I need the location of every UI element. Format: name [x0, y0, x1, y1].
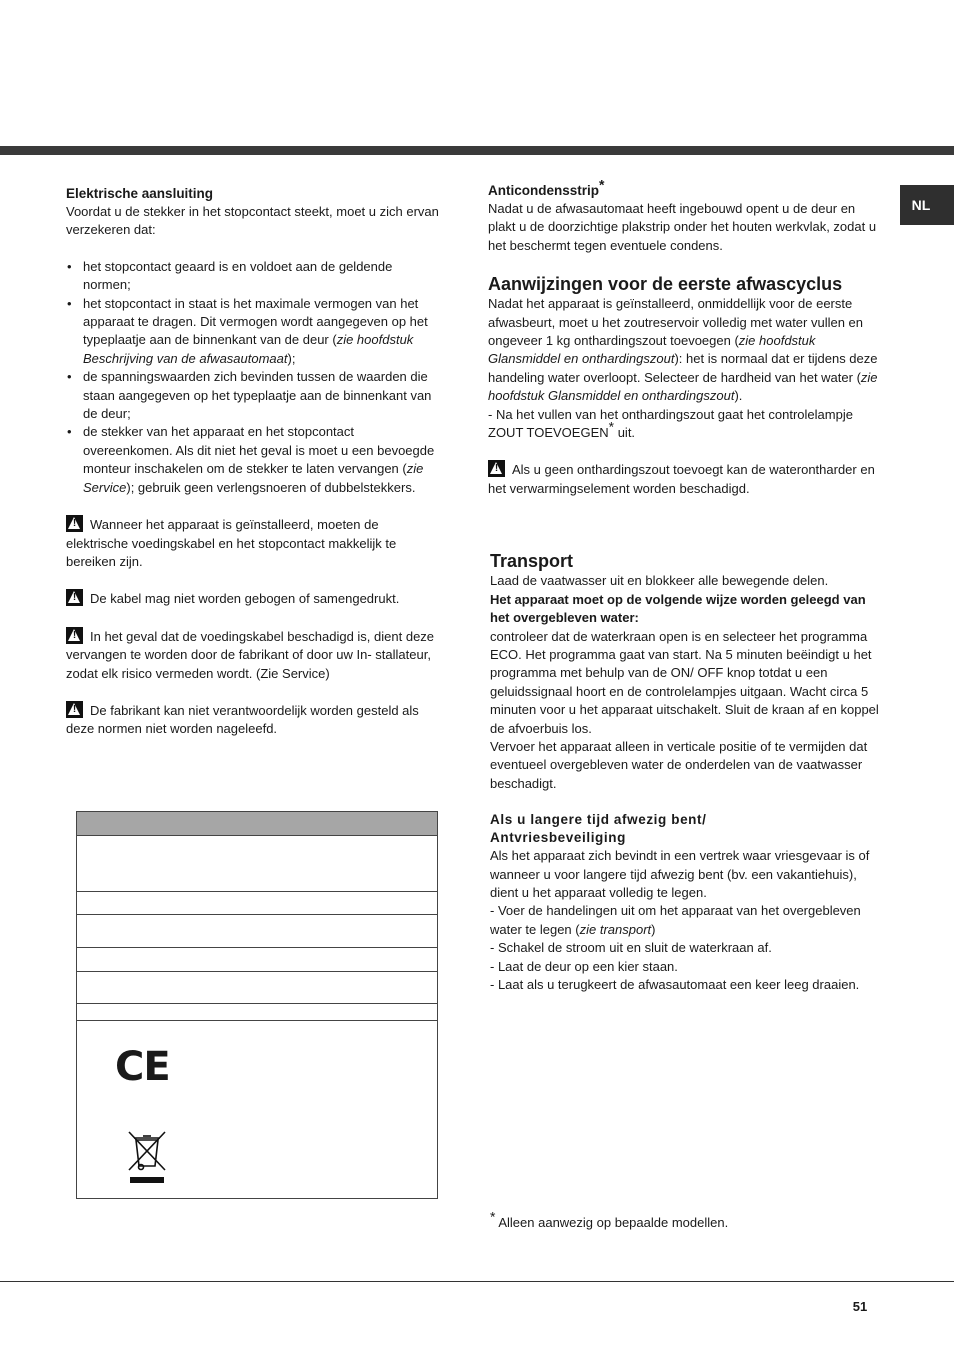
warning-paragraph: !Als u geen onthardingszout toevoegt kan de waterontharder en het verwarmingselement worden beschadigd.: [488, 460, 883, 498]
table-row: [77, 835, 437, 892]
transport-section: [488, 550, 883, 994]
section-title-electric: Elektrische aansluiting: [66, 186, 214, 201]
list-item: • de spanningswaarden zich bevinden tussen de waarden die staan aangegeven op het typeplaatje aan de binnenkant van de deur;: [66, 368, 440, 423]
right-column: [488, 176, 883, 994]
table-row: [77, 914, 437, 948]
table-row: [77, 971, 437, 1004]
list-item: • het stopcontact in staat is het maximale vermogen van het apparaat te dragen. Dit vermogen wordt aangegeven op het typeplaatje aan de binnenkant van de deur (zie hoofdstuk Beschrijving van de afwasautomaat);: [66, 295, 440, 369]
left-column: [66, 185, 440, 739]
ce-mark-logo: CE: [115, 1044, 170, 1090]
warning-paragraph: !In het geval dat de voedingskabel beschadigd is, dient deze vervangen te worden door de fabrikant of door uw In- stallateur, zodat elk risico vermeden wordt. (Zie Service): [66, 627, 440, 683]
footnote: * Alleen aanwezig op bepaalde modellen.: [490, 1208, 729, 1230]
absent-step: - Laat de deur op een kier staan.: [490, 958, 678, 974]
list-item: • het stopcontact geaard is en voldoet aan de geldende normen;: [66, 258, 440, 295]
electric-bullet-list: [66, 258, 440, 497]
list-item: • de stekker van het apparaat en het stopcontact overeenkomen. Als dit niet het geval is moet u een bevoegde monteur inschakelen om de stekker te laten vervangen (zie Service); gebruik geen verlengsnoeren of dubbelstekkers.: [66, 423, 440, 497]
warning-icon: [66, 589, 83, 606]
section-title-anticondens: Anticondensstrip*: [488, 176, 605, 198]
transport-note: Vervoer het apparaat alleen in verticale positie of te vermijden dat eventueel overgebleven water de onderdelen van de vaatwasser beschadigt.: [490, 738, 868, 791]
header-bar: [0, 146, 954, 155]
section-title-transport: Transport: [490, 551, 574, 572]
warning-paragraph: !De kabel mag niet worden gebogen of samengedrukt.: [66, 589, 440, 608]
language-tab-label: NL: [911, 197, 931, 213]
absent-step: - Voer de handelingen uit om het apparaat van het overgebleven water te legen (zie transport): [490, 903, 861, 937]
warning-icon: [66, 627, 83, 644]
warning-icon: [66, 515, 83, 532]
footer-rule: [0, 1281, 954, 1282]
absent-intro: Als het apparaat zich bevindt in een vertrek waar vriesgevaar is of wanneer u voor langere tijd afwezig bent (bv. een vakantiehuis), dient u het apparaat volledig te legen.: [490, 848, 870, 900]
section-title-first-cycle: Aanwijzingen voor de eerste afwascyclus: [488, 274, 843, 295]
table-row: [77, 891, 437, 915]
anticondens-text: Nadat u de afwasautomaat heeft ingebouwd opent u de deur en plakt u de doorzichtige plakstrip onder het houten werkvlak, zodat u het beschermt tegen eventuele condens.: [488, 201, 877, 253]
electric-intro: Voordat u de stekker in het stopcontact steekt, moet u zich ervan verzekeren dat:: [66, 204, 439, 238]
transport-steps: controleer dat de waterkraan open is en selecteer het programma ECO. Het programma gaat van start. Na 5 minuten beëindigt u het programma met behulp van de ON/ OFF knop totdat u een geluidssignaal hoort en de controlelampjes uitgaan. Wacht circa 5 minuten voor u het apparaat uitschakelt. Sluit de kraan af en koppel de afvoerbuis los.: [490, 628, 879, 736]
section-title-absent: Als u langere tijd afwezig bent/ Antvriesbeveiliging: [490, 812, 707, 846]
technical-data-table: [76, 811, 438, 1199]
first-cycle-paragraph: Nadat het apparaat is geïnstalleerd, onmiddellijk voor de eerste afwasbeurt, moet u het zoutreservoir volledig met water vullen en ongeveer 1 kg onthardingszout toevoegen (zie hoofdstuk Glansmiddel en onthardingszout): het is normaal dat er tijdens deze handeling water overloopt. Selecteer de hardheid van het water (zie hoofdstuk Glansmiddel en onthardingszout).: [488, 296, 878, 404]
table-header: [77, 812, 437, 836]
warning-icon: [66, 701, 83, 718]
language-tab: [900, 185, 954, 225]
first-cycle-note: - Na het vullen van het onthardingszout gaat het controlelampje ZOUT TOEVOEGEN* uit.: [488, 406, 853, 441]
crossed-out-wheelie-bin-icon: [127, 1130, 167, 1186]
transport-intro: Laad de vaatwasser uit en blokkeer alle bewegende delen.: [490, 573, 829, 589]
absent-step: - Schakel de stroom uit en sluit de waterkraan af.: [490, 940, 772, 956]
warning-paragraph: !Wanneer het apparaat is geïnstalleerd, moeten de elektrische voedingskabel en het stopcontact makkelijk te bereiken zijn.: [66, 515, 440, 571]
table-row: [77, 1003, 437, 1021]
transport-bold: Het apparaat moet op de volgende wijze worden geleegd van het overgebleven water:: [490, 591, 866, 626]
warning-icon: [488, 460, 505, 477]
warning-paragraph: !De fabrikant kan niet verantwoordelijk worden gesteld als deze normen niet worden nageleefd.: [66, 701, 440, 739]
table-row: [77, 947, 437, 972]
page-number: 51: [852, 1299, 868, 1314]
absent-step: - Laat als u terugkeert de afwasautomaat een keer leeg draaien.: [490, 977, 860, 992]
